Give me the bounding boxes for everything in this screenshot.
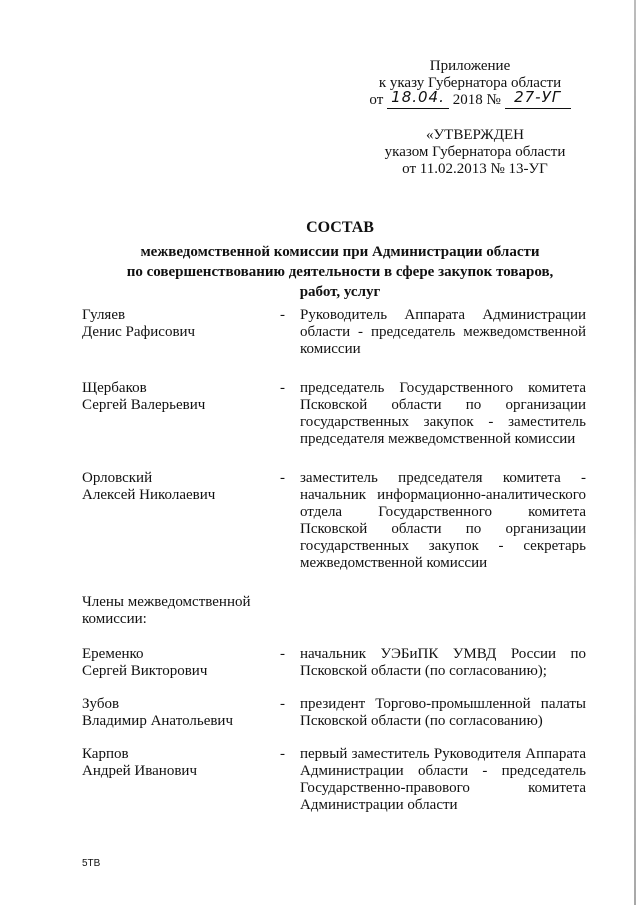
member-given-name: Алексей Николаевич xyxy=(82,487,216,503)
member-surname: Еременко xyxy=(82,646,144,662)
member-role: заместитель председателя комитета - начальник информационно-аналитического отдела Государственного комитета Псковской области по организации государственных закупок - секретарь межведомственной комиссии xyxy=(300,470,586,571)
member-surname: Орловский xyxy=(82,470,153,486)
member-given-name: Денис Рафисович xyxy=(82,324,196,340)
dash: - xyxy=(280,380,285,396)
number-fill xyxy=(505,88,571,109)
approved-date: от 11.02.2013 № 13-УГ xyxy=(402,161,548,177)
date-fill xyxy=(387,88,449,109)
member-role: президент Торгово-промышленной палаты Псковской области (по согласованию) xyxy=(300,696,586,729)
member-given-name: Сергей Валерьевич xyxy=(82,397,206,413)
member-given-name: Владимир Анатольевич xyxy=(82,713,234,729)
member-surname: Зубов xyxy=(82,696,120,712)
member-list xyxy=(82,307,586,814)
member-role: Руководитель Аппарата Администрации области - председатель межведомственной комиссии xyxy=(300,307,586,357)
member-row xyxy=(82,380,586,448)
handwritten-date: 18.04. xyxy=(391,88,445,106)
scan-edge-line xyxy=(634,0,636,905)
approved-block xyxy=(370,127,580,178)
member-row xyxy=(82,470,586,572)
appendix-decree-ref: к указу Губернатора области xyxy=(378,75,562,91)
heading-line-2: комиссии: xyxy=(82,611,147,627)
dash: - xyxy=(280,746,285,762)
title-line-1: межведомственной комиссии при Администрации области xyxy=(140,244,540,260)
approved-by: указом Губернатора области xyxy=(384,144,566,160)
member-name xyxy=(82,380,280,448)
member-name xyxy=(82,696,280,730)
member-row xyxy=(82,646,586,680)
member-given-name: Сергей Викторович xyxy=(82,663,208,679)
member-name xyxy=(82,307,280,358)
appendix-date-line xyxy=(360,88,580,109)
from-prefix: от xyxy=(369,92,384,108)
dash: - xyxy=(280,307,285,323)
member-given-name: Андрей Иванович xyxy=(82,763,197,779)
dash: - xyxy=(280,696,285,712)
member-role: председатель Государственного комитета Псковской области по организации государственных закупок - заместитель председателя межведомственной комиссии xyxy=(300,380,586,447)
appendix-header xyxy=(360,58,580,109)
member-row xyxy=(82,307,586,358)
page-footer-code: 5ТВ xyxy=(82,858,101,869)
member-row xyxy=(82,696,586,730)
member-surname: Гуляев xyxy=(82,307,126,323)
document-title xyxy=(100,218,580,302)
handwritten-number: 27-УГ xyxy=(514,88,562,106)
number-sign: № xyxy=(486,92,501,108)
title-line-2: по совершенствованию деятельности в сфере закупок товаров, xyxy=(126,264,554,280)
title-main: СОСТАВ xyxy=(306,219,374,236)
committee-members-heading xyxy=(82,594,586,628)
member-name xyxy=(82,746,280,814)
member-surname: Карпов xyxy=(82,746,129,762)
appendix-label: Приложение xyxy=(429,58,511,74)
title-line-3: работ, услуг xyxy=(299,284,381,300)
approved-label: «УТВЕРЖДЕН xyxy=(426,127,524,143)
year: 2018 xyxy=(452,92,483,108)
member-row xyxy=(82,746,586,814)
member-name xyxy=(82,470,280,572)
member-role: первый заместитель Руководителя Аппарата Администрации области - председатель Государственно-правового комитета Администрации области xyxy=(300,746,586,813)
dash: - xyxy=(280,470,285,486)
member-surname: Щербаков xyxy=(82,380,147,396)
member-name xyxy=(82,646,280,680)
heading-line-1: Члены межведомственной xyxy=(82,594,251,610)
member-role: начальник УЭБиПК УМВД России по Псковской области (по согласованию); xyxy=(300,646,586,679)
dash: - xyxy=(280,646,285,662)
